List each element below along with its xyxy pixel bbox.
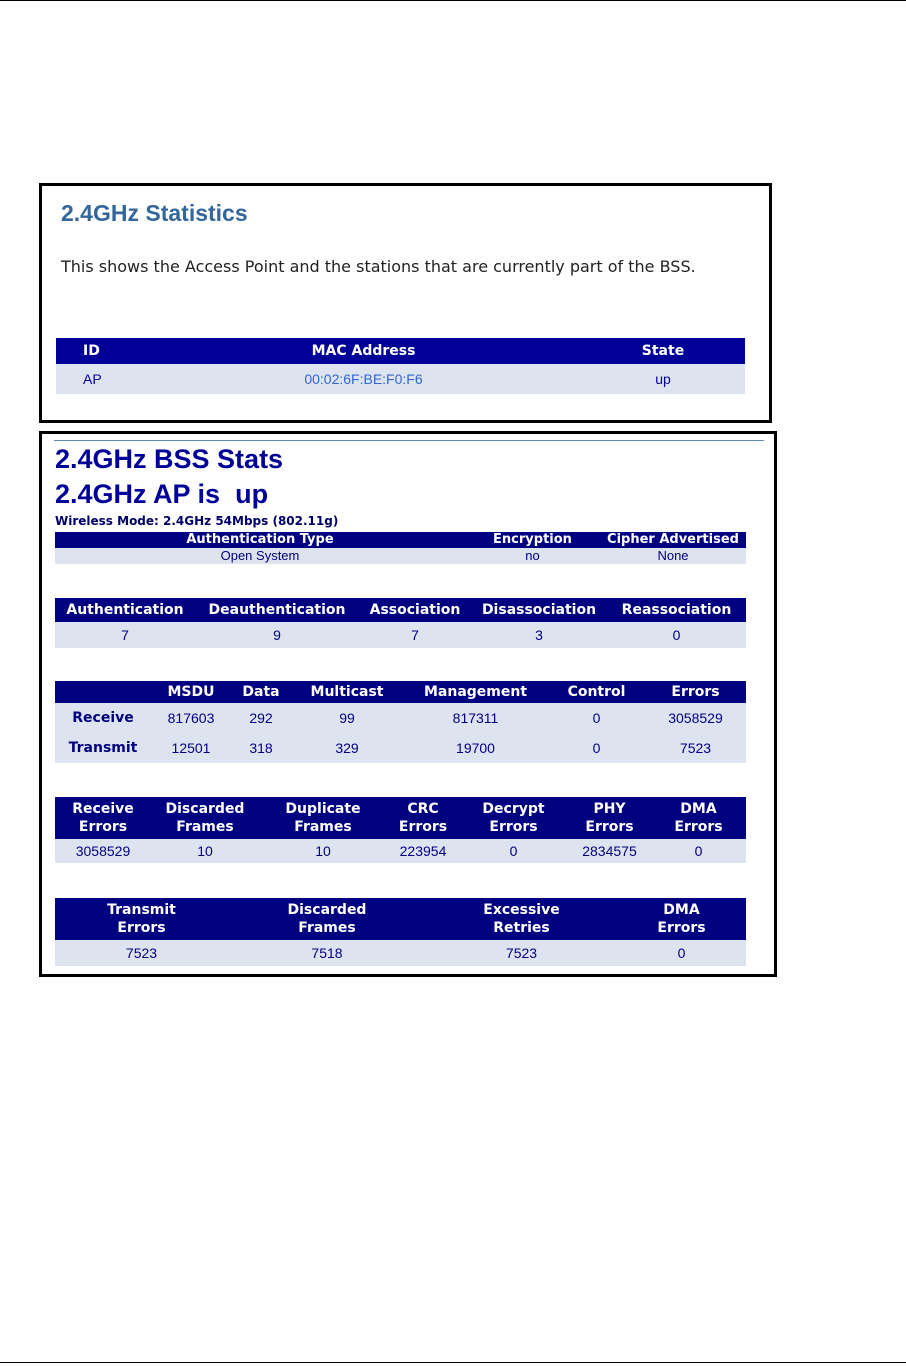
rx-discarded-frames-value: 10 <box>151 839 259 863</box>
transmit-label: Transmit <box>55 733 151 763</box>
receive-label: Receive <box>55 703 151 733</box>
header-disassociation: Disassociation <box>471 598 607 622</box>
bottom-page-rule <box>0 1362 906 1363</box>
header-discarded-frames: Discarded Frames <box>151 797 259 839</box>
counts-table-header <box>55 598 746 622</box>
association-count: 7 <box>359 622 471 648</box>
authentication-count: 7 <box>55 622 195 648</box>
disassociation-count: 3 <box>471 622 607 648</box>
header-cipher-advertised: Cipher Advertised <box>600 532 746 548</box>
transmit-multicast: 329 <box>291 733 403 763</box>
header-blank <box>55 681 151 703</box>
transmit-data: 318 <box>231 733 291 763</box>
reassociation-count: 0 <box>607 622 746 648</box>
header-encryption: Encryption <box>465 532 600 548</box>
header-association: Association <box>359 598 471 622</box>
transmit-errors-table <box>55 898 746 966</box>
excessive-retries-value: 7523 <box>426 940 617 966</box>
table-row <box>55 839 746 863</box>
table-row <box>55 703 746 733</box>
header-duplicate-frames: Duplicate Frames <box>259 797 387 839</box>
auth-type-value: Open System <box>55 548 465 564</box>
association-counts-table <box>55 598 746 648</box>
statistics-panel <box>39 183 772 423</box>
top-page-rule <box>0 0 906 1</box>
transmit-msdu: 12501 <box>151 733 231 763</box>
table-row <box>55 733 746 763</box>
table-row[interactable] <box>56 364 745 394</box>
phy-errors-value: 2834575 <box>568 839 651 863</box>
header-control: Control <box>548 681 645 703</box>
header-mac-address: MAC Address <box>146 338 581 364</box>
header-errors: Errors <box>645 681 746 703</box>
transmit-control: 0 <box>548 733 645 763</box>
ap-status: 2.4GHz AP is up <box>55 479 269 509</box>
receive-errors-value: 3058529 <box>55 839 151 863</box>
frames-table <box>55 681 746 763</box>
decrypt-errors-value: 0 <box>459 839 568 863</box>
header-reassociation: Reassociation <box>607 598 746 622</box>
header-msdu: MSDU <box>151 681 231 703</box>
transmit-management: 19700 <box>403 733 548 763</box>
header-management: Management <box>403 681 548 703</box>
header-crc-errors: CRC Errors <box>387 797 459 839</box>
auth-table-header <box>55 532 746 548</box>
divider <box>54 440 764 441</box>
statistics-description: This shows the Access Point and the stations that are currently part of the BSS. <box>61 257 696 276</box>
receive-errors-table <box>55 797 746 863</box>
receive-msdu: 817603 <box>151 703 231 733</box>
header-phy-errors: PHY Errors <box>568 797 651 839</box>
header-tx-dma-errors: DMA Errors <box>617 898 746 940</box>
auth-table <box>55 532 746 564</box>
receive-errors-header <box>55 797 746 839</box>
rx-dma-errors-value: 0 <box>651 839 746 863</box>
header-deauthentication: Deauthentication <box>195 598 359 622</box>
table-row <box>55 622 746 648</box>
deauthentication-count: 9 <box>195 622 359 648</box>
cipher-value: None <box>600 548 746 564</box>
receive-errors: 3058529 <box>645 703 746 733</box>
header-authentication: Authentication <box>55 598 195 622</box>
receive-multicast: 99 <box>291 703 403 733</box>
header-data: Data <box>231 681 291 703</box>
bss-title: 2.4GHz BSS Stats <box>55 444 284 474</box>
header-receive-errors: Receive Errors <box>55 797 151 839</box>
header-id: ID <box>56 338 146 364</box>
bss-stats-panel <box>39 431 777 977</box>
header-state: State <box>581 338 745 364</box>
receive-data: 292 <box>231 703 291 733</box>
header-tx-discarded-frames: Discarded Frames <box>228 898 426 940</box>
crc-errors-value: 223954 <box>387 839 459 863</box>
duplicate-frames-value: 10 <box>259 839 387 863</box>
frames-table-header <box>55 681 746 703</box>
station-mac[interactable]: 00:02:6F:BE:F0:F6 <box>146 364 581 394</box>
receive-management: 817311 <box>403 703 548 733</box>
station-table <box>56 338 745 394</box>
transmit-errors-header <box>55 898 746 940</box>
transmit-errors-value: 7523 <box>55 940 228 966</box>
header-transmit-errors: Transmit Errors <box>55 898 228 940</box>
transmit-errors: 7523 <box>645 733 746 763</box>
table-row <box>55 548 746 564</box>
header-decrypt-errors: Decrypt Errors <box>459 797 568 839</box>
receive-control: 0 <box>548 703 645 733</box>
encryption-value: no <box>465 548 600 564</box>
table-row <box>55 940 746 966</box>
station-id: AP <box>56 364 146 394</box>
statistics-title: 2.4GHz Statistics <box>61 200 248 226</box>
tx-discarded-frames-value: 7518 <box>228 940 426 966</box>
station-state: up <box>581 364 745 394</box>
wireless-mode: Wireless Mode: 2.4GHz 54Mbps (802.11g) <box>55 514 339 528</box>
header-authentication-type: Authentication Type <box>55 532 465 548</box>
header-multicast: Multicast <box>291 681 403 703</box>
station-table-header <box>56 338 745 364</box>
tx-dma-errors-value: 0 <box>617 940 746 966</box>
header-dma-errors: DMA Errors <box>651 797 746 839</box>
header-excessive-retries: Excessive Retries <box>426 898 617 940</box>
